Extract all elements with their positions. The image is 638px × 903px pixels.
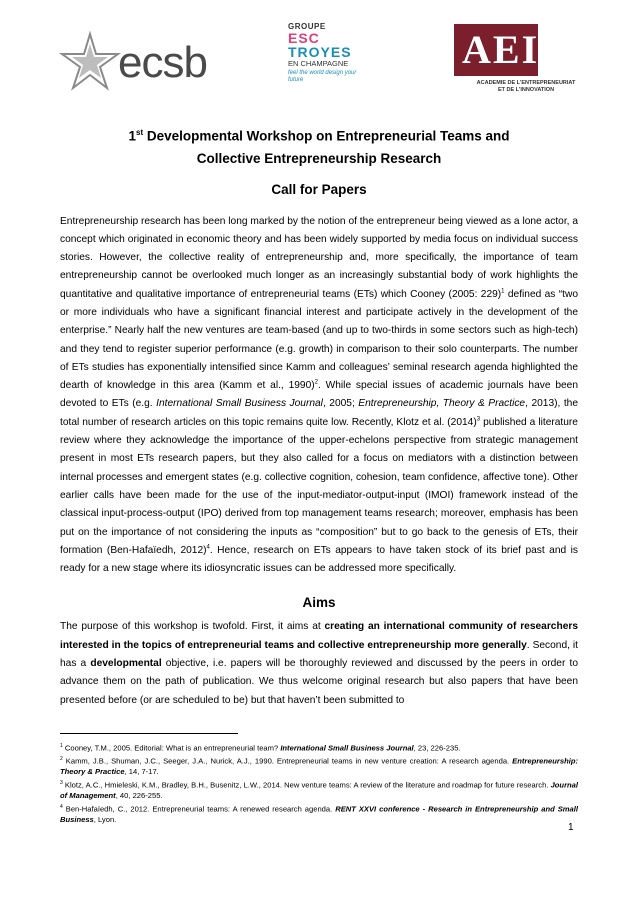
footnote-3 [60,778,578,802]
intro-text-1: Entrepreneurship research has been long marked by the notion of the entrepreneur being viewed as a lone actor, a concept which originated in economic theory and has been widely supported by media focus on individual success stories. However, the collective reality of entrepreneurship and, more specifically, the importance of team entrepreneurship cannot be overlooked much longer as an increasingly substantial body of work highlights the quantitative and qualitative importance of entrepreneurial teams (ETs) which Cooney (2005: 229) [60,215,578,300]
ecsb-wordmark: ecsb [118,38,207,87]
title-line1: Developmental Workshop on Entrepreneurial Teams and [143,128,510,144]
document-title [60,122,578,170]
footnote-separator [60,733,238,734]
footnote-ref-4: 4 [206,544,210,551]
footnote-4 [60,802,578,826]
footnote-number: 1 [60,743,63,749]
aei-logo [448,20,578,108]
header-logos [0,20,638,110]
intro-text-2: defined as “two or more individuals who have a significant financial interest and participate actively in the development of the enterprise.” Nearly half the new ventures are team-based (and up to two-thirds in some sectors such as high-tech) and they tend to register superior performance (e.g. growth) in comparison to their solo counterparts. The number of ETs studies has exponentially intensified since Kamm and colleagues’ seminal research agenda highlighted the dearth of knowledge in this area (Kamm et al., 1990) [60,288,578,392]
intro-text-3: . While special issues of academic journals have been devoted to ETs (e.g. [60,380,578,410]
aims-bold-1: creating an international community of researchers interested in the topics of entrepreneurial teams and collective entrepreneurship more generally [60,621,578,651]
footnote-text: Cooney, T.M., 2005. Editorial: What is an entrepreneurial team? [62,743,281,753]
footnote-tail: , 23, 226-235. [413,743,461,753]
ecsb-star-icon [58,30,122,94]
title-line2: Collective Entrepreneurship Research [196,150,442,166]
journal-name-1: International Small Business Journal [156,398,323,410]
footnote-text: Klotz, A.C., Hmieleski, K.M., Bradley, B.H., Busenitz, L.W., 2014. New venture teams: A review of the literature and roadmap for future research. [62,780,551,790]
title-ordinal-suffix: st [136,128,144,137]
footnote-ref-3: 3 [476,416,481,423]
aims-paragraph [60,618,578,709]
aei-caption-line1: ACADEMIE DE L'ENTREPRENEURIAT [476,80,576,86]
esc-city: TROYES [288,44,352,60]
footnote-source: RENT XXVI conference - Research in Entrepreneurship and Small Business [60,804,578,825]
footnote-number: 2 [60,755,63,762]
footnotes [60,741,578,826]
intro-text-4: , 2005; [322,398,359,410]
footnote-ref-2: 2 [314,379,318,386]
esc-tagline: feel the world design your future [288,70,357,83]
footnote-source: Journal of Management [60,780,578,801]
page-number: 1 [568,822,574,833]
intro-text-5: , 2013), the total number of research articles on this topic remains quite low. Recently, Klotz et al. (2014) [60,398,578,428]
aims-text-2: . Second, it has a [60,639,579,670]
footnote-text: Ben-Hafaïedh, C., 2012. Entrepreneurial teams: A renewed research agenda. [62,804,336,814]
aei-caption-line2: ET DE L'INNOVATION [497,87,555,93]
intro-text-6: published a literature review where they acknowledge the importance of the upper-echelons perspective from strategic management present in most ETs research papers, but they also called for a focus on mediators with a distinction between internal processes and emergent states (e.g. collective cognition, cohesion, team confidence, affective tone). Other earlier calls have been made for the use of the input-mediator-output-input (IMOI) framework instead of the classical input-process-output (IPO) derived from top management teams research; moreover, emphasis has been put on the importance of not considering the inputs as “composition” but to go back to the genesis of ETs, their formation (Ben-Hafaïedh, 2012) [60,416,578,556]
ecsb-logo [58,30,258,94]
footnote-2 [60,754,578,778]
call-for-papers-heading: Call for Papers [271,181,367,197]
journal-name-2: Entrepreneurship, Theory & Practice [358,398,526,410]
aei-letters: AEI [462,27,540,72]
aims-text-3: objective, i.e. papers will be thoroughly reviewed and discussed by the peers in order to advance them on the path of publication. We thus welcome original research but also papers that have been presented before (or are scheduled to be) but that haven’t been submitted to [60,658,578,706]
footnote-tail: , Lyon. [93,815,117,825]
esc-name: ESC [288,30,320,46]
aims-bold-2: developmental [90,658,162,670]
footnote-tail: , 40, 226-255. [115,791,163,801]
footnote-number: 4 [60,803,63,810]
footnote-source: Entrepreneurship: Theory & Practice [60,756,578,777]
footnote-1 [60,741,578,754]
footnote-ref-1: 1 [501,288,505,295]
footnote-text: Kamm, J.B., Shuman, J.C., Seeger, J.A., Nurick, A.J., 1990. Entrepreneurial teams in new venture creation: A research agenda. [62,756,513,766]
intro-text-7: . Hence, research on ETs appears to have taken stock of its brief past and is ready for a new stage where its idiosyncratic issues can be addressed more specifically. [60,544,578,575]
esc-group-label: GROUPE [288,22,326,31]
esc-troyes-logo [288,22,368,104]
footnote-source: International Small Business Journal [280,743,414,753]
footnote-tail: , 14, 7-17. [124,767,159,777]
title-ordinal: 1 [128,128,137,144]
document-body [60,122,578,710]
aims-heading: Aims [302,595,336,611]
aims-text-1: The purpose of this workshop is twofold. First, it aims at [60,621,325,633]
footnote-number: 3 [60,779,63,786]
intro-paragraph [60,213,578,579]
aei-caption [466,80,586,94]
esc-region: EN CHAMPAGNE [288,59,349,68]
